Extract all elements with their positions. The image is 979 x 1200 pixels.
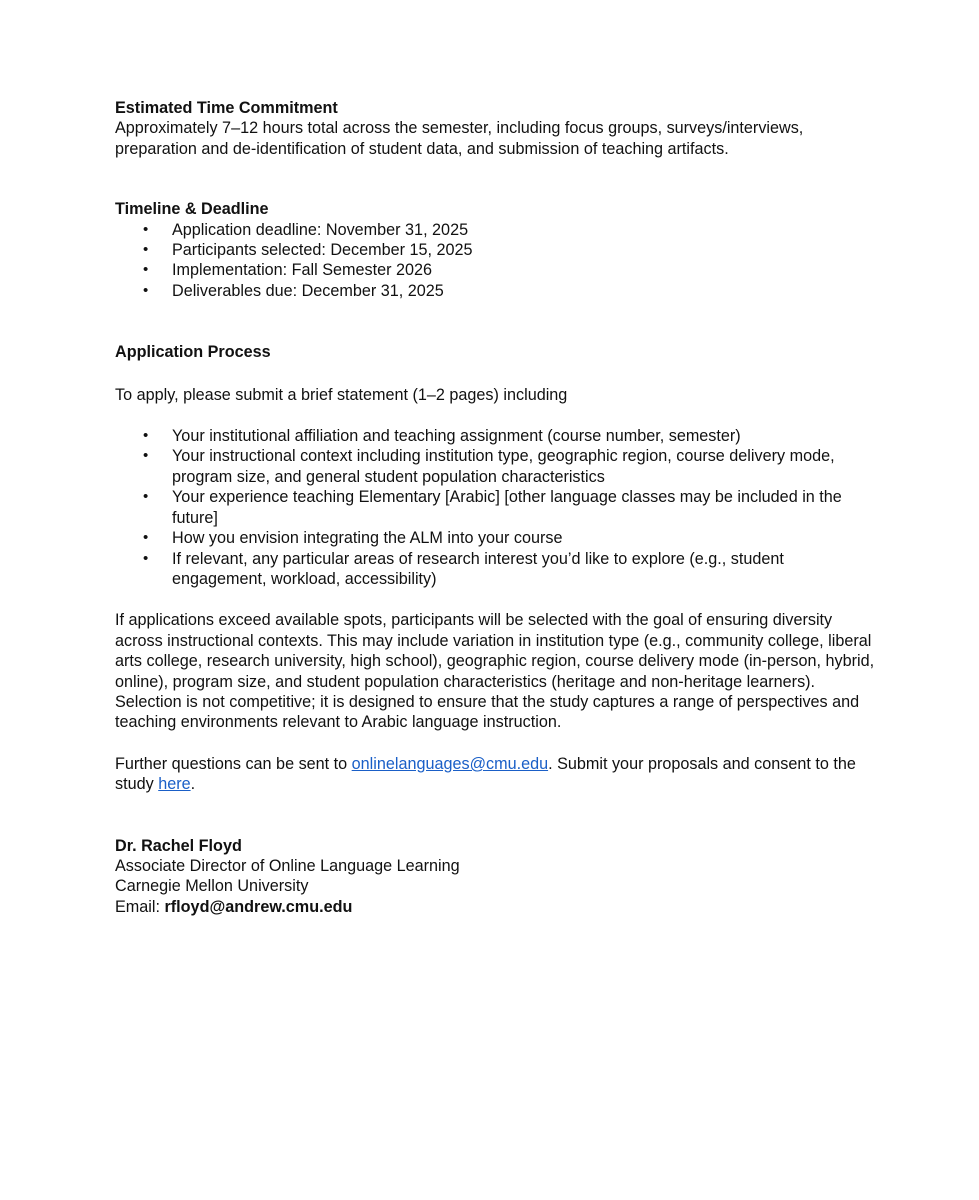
- questions-suffix: .: [190, 775, 196, 794]
- requirement-research-interest: • If relevant, any particular areas of research interest you’d like to explore (e.g., student engagement, workload, accessibility): [172, 549, 875, 590]
- contact-email-link[interactable]: onlinelanguages@cmu.edu: [351, 754, 549, 773]
- time-commitment-body: Approximately 7–12 hours total across the semester, including focus groups, surveys/interviews, preparation and de-identification of student data, and submission of teaching artifacts.: [115, 119, 804, 158]
- timeline-item-deliverables-due: • Deliverables due: December 31, 2025: [172, 281, 875, 301]
- signature-email-label: Email:: [115, 897, 165, 916]
- requirement-alm-integration: • How you envision integrating the ALM into your course: [172, 528, 875, 548]
- application-process-heading: Application Process: [115, 343, 271, 362]
- selection-paragraph: If applications exceed available spots, participants will be selected with the goal of ensuring diversity across instructional contexts. This may include variation in institution type (e.g., community college, liberal arts college, research university, high school), geographic region, course delivery mode (in-person, hybrid, online), program size, and student population characteristics (heritage and non-heritage learners). Selection is not competitive; it is designed to ensure that the study captures a range of perspectives and teaching environments relevant to Arabic language instruction.: [115, 611, 875, 732]
- questions-paragraph: [115, 754, 875, 795]
- signature-name: Dr. Rachel Floyd: [115, 836, 242, 855]
- questions-prefix: Further questions can be sent to: [115, 754, 352, 773]
- time-commitment-section: [115, 98, 875, 159]
- timeline-heading: Timeline & Deadline: [115, 200, 269, 219]
- requirement-instructional-context: • Your instructional context including institution type, geographic region, course delivery mode, program size, and general student population characteristics: [172, 446, 875, 487]
- timeline-section: [115, 199, 875, 301]
- signature-block: [115, 836, 875, 918]
- signature-organization: Carnegie Mellon University: [115, 877, 309, 896]
- application-intro: To apply, please submit a brief statement (1–2 pages) including: [115, 385, 568, 404]
- application-requirements-list: [115, 426, 875, 589]
- time-commitment-heading: Estimated Time Commitment: [115, 99, 338, 117]
- requirement-teaching-experience: • Your experience teaching Elementary [Arabic] [other language classes may be included in the future]: [172, 487, 875, 528]
- timeline-item-application-deadline: • Application deadline: November 31, 2025: [172, 220, 875, 240]
- signature-email: rfloyd@andrew.cmu.edu: [164, 897, 353, 916]
- signature-title: Associate Director of Online Language Learning: [115, 856, 460, 875]
- application-process-section: [115, 342, 875, 733]
- timeline-item-implementation: • Implementation: Fall Semester 2026: [172, 260, 875, 280]
- requirement-affiliation: • Your institutional affiliation and teaching assignment (course number, semester): [172, 426, 875, 446]
- signature-email-line: [115, 897, 875, 917]
- questions-middle: . Submit your proposals and consent to the study: [115, 754, 856, 794]
- submission-here-link[interactable]: here: [158, 775, 191, 794]
- document-page: [115, 98, 875, 917]
- timeline-list: [115, 220, 875, 302]
- timeline-item-participants-selected: • Participants selected: December 15, 2025: [172, 240, 875, 260]
